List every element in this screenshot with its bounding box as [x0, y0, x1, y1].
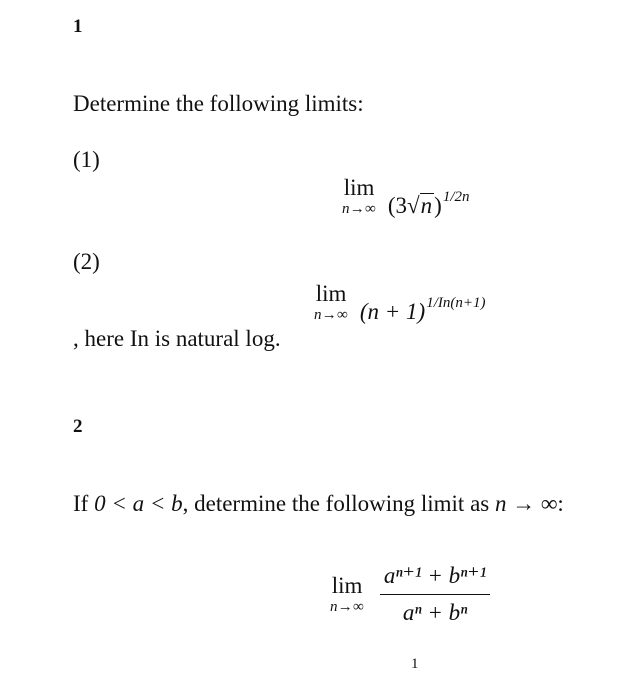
sqrt-sign-icon: √	[407, 193, 420, 218]
radicand-1: n	[420, 193, 433, 218]
fraction-bar	[380, 594, 491, 595]
base-close-1: )	[434, 193, 442, 218]
lim-subscript-1: n→∞	[342, 201, 377, 217]
base-open-1: (3	[387, 193, 408, 218]
item-label-2: (2)	[73, 249, 100, 274]
natural-log-note: , here In is natural log.	[73, 326, 281, 351]
lim-subscript-2: n→∞	[314, 307, 349, 323]
item-label-1: (1)	[73, 147, 100, 172]
statement-mid: , determine the following limit as	[182, 491, 495, 516]
fraction-numerator: aⁿ⁺¹ + bⁿ⁺¹	[383, 563, 487, 588]
fraction-denominator: aⁿ + bⁿ	[402, 599, 468, 625]
exponent-1: 1/2n	[442, 189, 470, 205]
lim-operator-1	[342, 176, 376, 217]
lim-word-2: lim	[315, 281, 347, 306]
limit-expression-1	[342, 176, 469, 217]
limit-expression-2	[314, 282, 485, 323]
statement-suffix: :	[557, 491, 564, 516]
statement-limit-condition: n → ∞	[494, 491, 558, 516]
limit-expression-3	[330, 562, 490, 628]
fraction	[380, 562, 491, 628]
lim-operator-3	[330, 574, 364, 615]
lim-word-3: lim	[331, 573, 363, 599]
section2-statement	[73, 492, 564, 515]
section-number-1: 1	[73, 16, 83, 37]
lim-subscript-3: n→∞	[330, 599, 365, 616]
lim-operator-2	[314, 282, 348, 323]
section-number-2: 2	[73, 416, 83, 437]
statement-inequality: 0 < a < b	[94, 491, 183, 516]
exponent-2: 1/In(n+1)	[426, 295, 486, 311]
lim-word-1: lim	[343, 175, 375, 200]
page-number: 1	[411, 656, 419, 672]
base-2: (n + 1)	[359, 299, 426, 324]
statement-prefix: If	[73, 491, 95, 516]
sqrt-1	[407, 191, 434, 217]
section1-intro: Determine the following limits:	[73, 91, 364, 116]
